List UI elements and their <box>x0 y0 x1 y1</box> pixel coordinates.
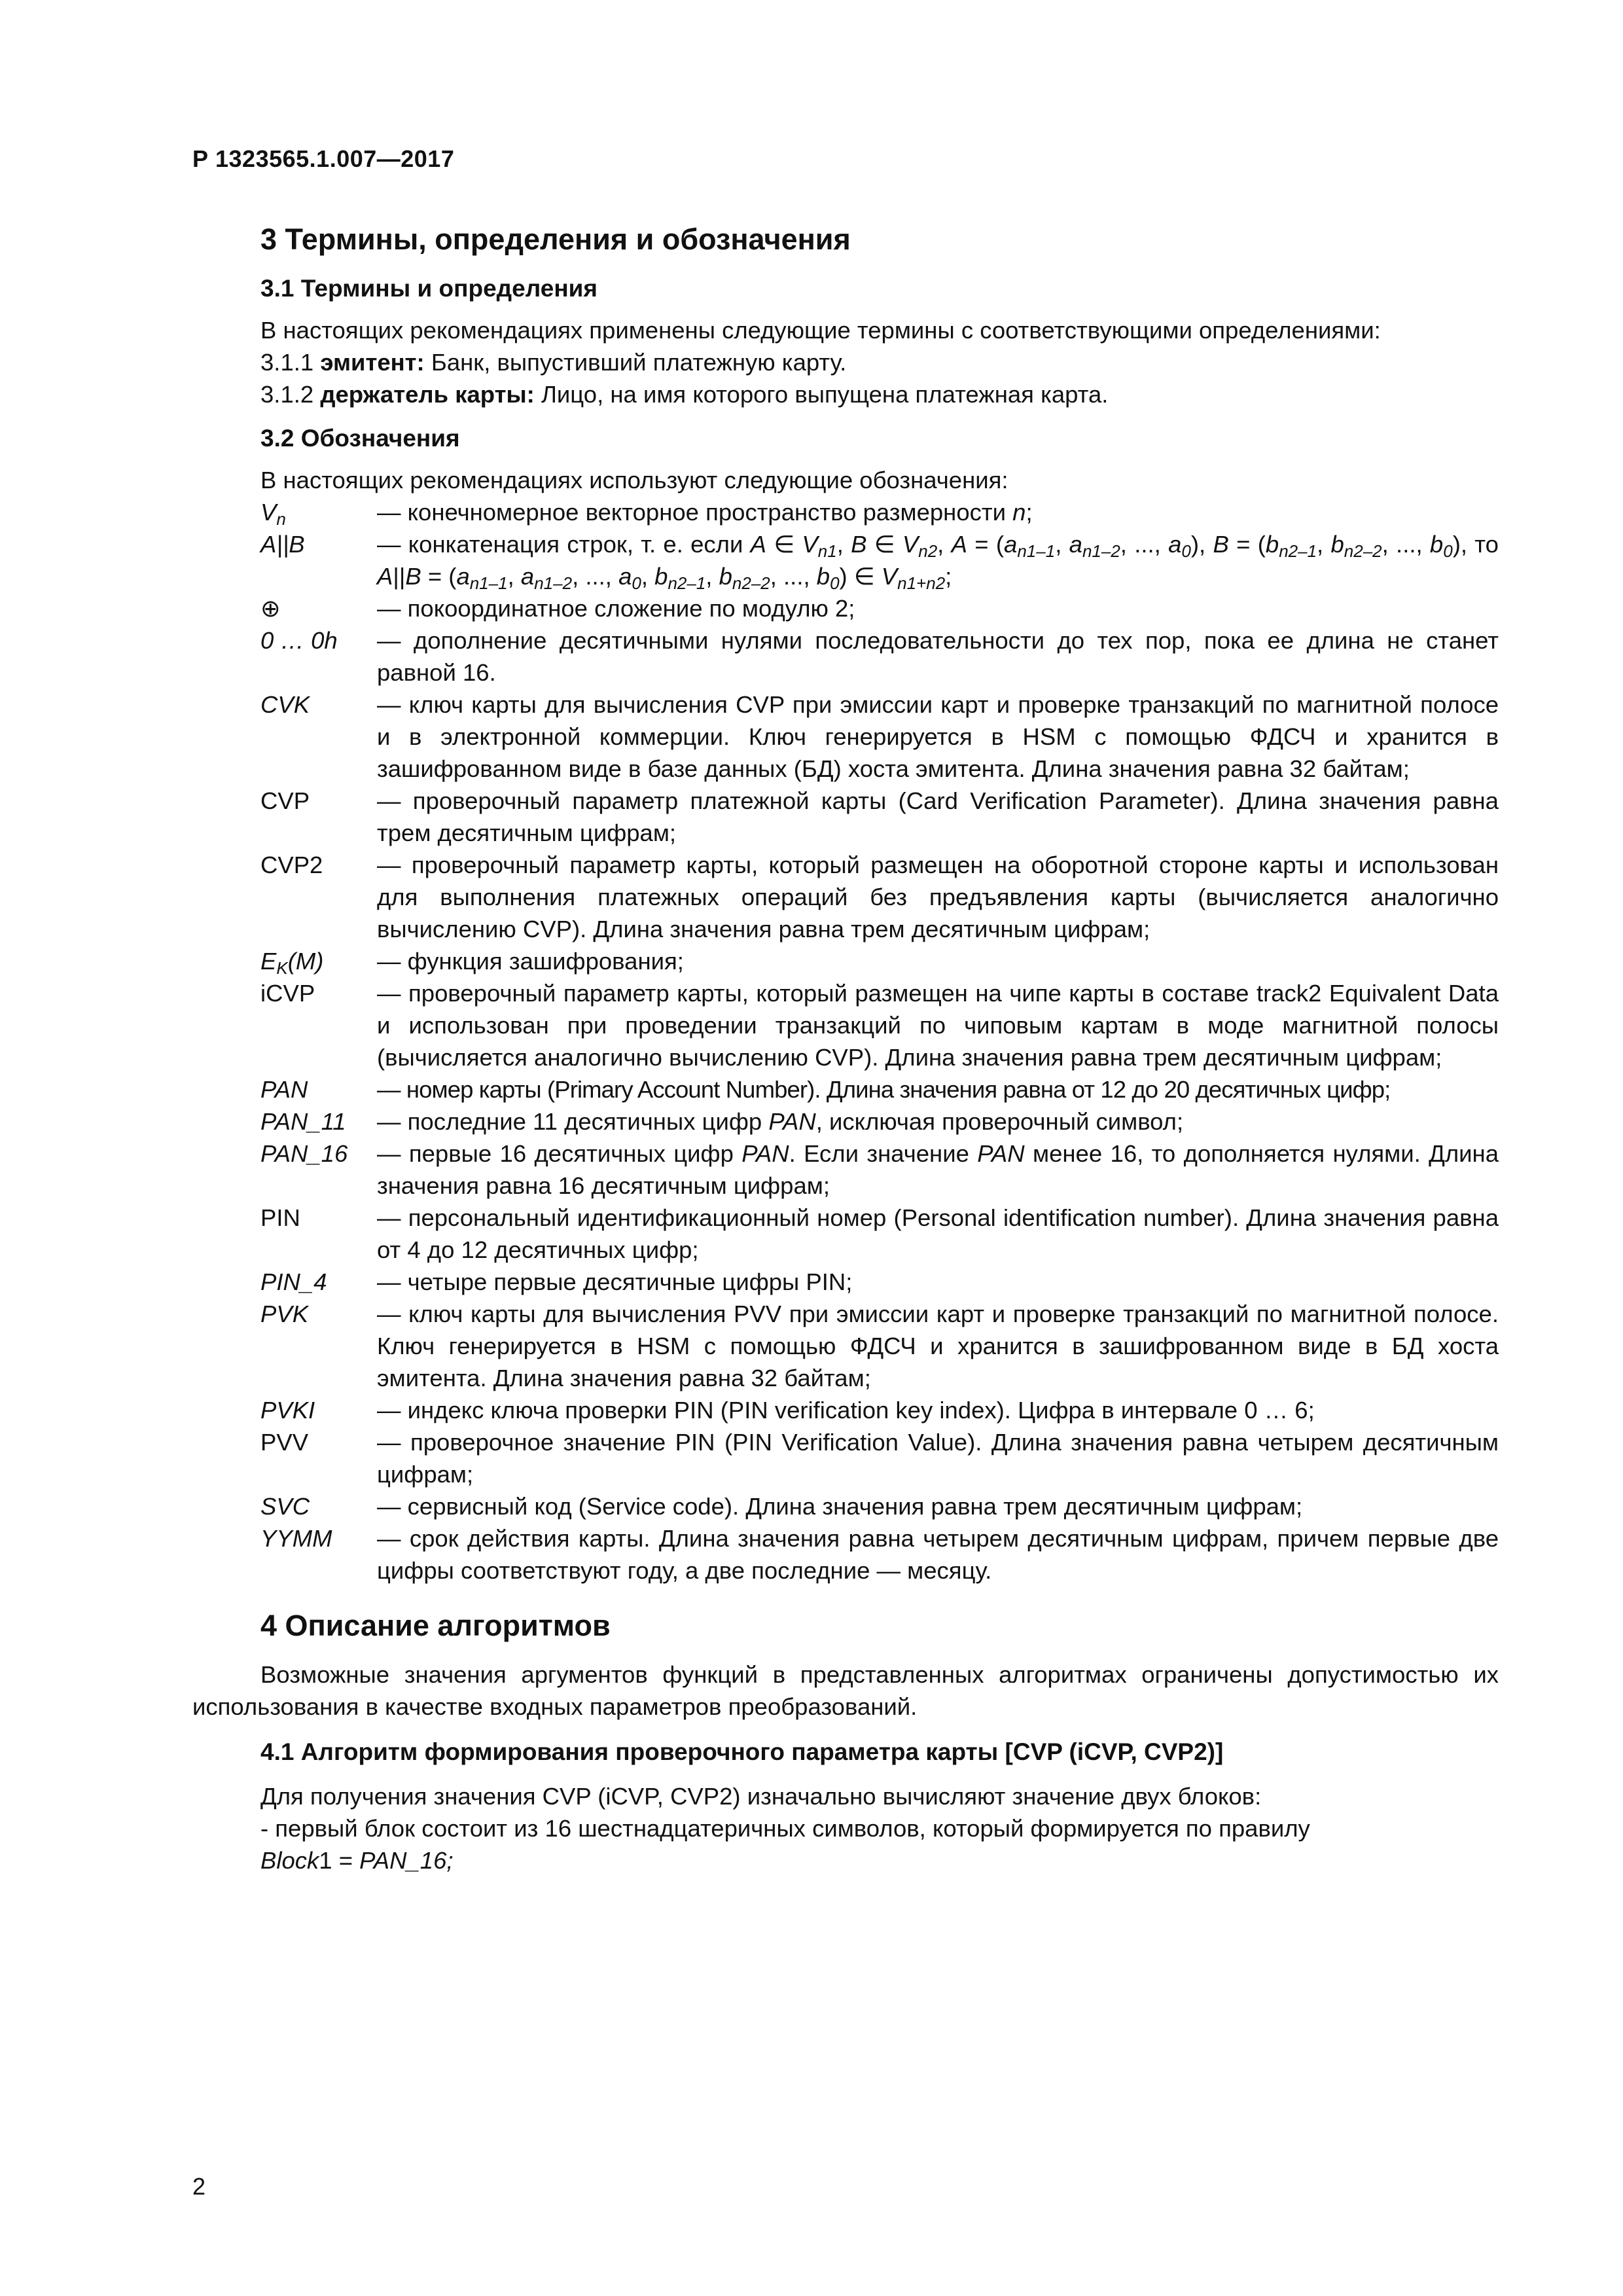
symbol: A||B <box>260 531 305 558</box>
formula-token: a <box>520 563 535 590</box>
formula-token: n2–1 <box>1279 541 1317 561</box>
formula-token: n1–1 <box>1017 541 1056 561</box>
formula-token: n1–2 <box>1082 541 1120 561</box>
term-number: 3.1.1 <box>260 349 314 376</box>
formula-token: , ..., <box>1382 531 1430 558</box>
spacer <box>260 1587 1499 1606</box>
symbol-row-pvv <box>260 1426 1499 1490</box>
formula-token: ∈ <box>866 531 902 558</box>
symbol: $V_n$ <box>260 499 286 529</box>
symbol: 0 … 0h <box>260 627 338 654</box>
formula-token: , <box>1055 531 1069 558</box>
symbol-definition: — номер карты (Primary Account Number). Длина значения равна от 12 до 20 десятичных цифр; <box>377 1076 1391 1103</box>
section-3-heading: 3 Термины, определения и обозначения <box>260 223 851 256</box>
formula-token: b <box>1265 531 1279 558</box>
symbol-row-pan-11 <box>260 1105 1499 1138</box>
formula-token: b <box>719 563 732 590</box>
symbol: iCVP <box>260 980 315 1007</box>
symbol: PAN_16 <box>260 1140 348 1167</box>
formula-token: a <box>456 563 470 590</box>
formula-token: 0 <box>1443 541 1453 561</box>
symbol-row-encrypt <box>260 945 1499 977</box>
symbol-definition: — индекс ключа проверки PIN (PIN verification key index). Цифра в интервале 0 … 6; <box>377 1397 1315 1424</box>
formula-token: , <box>937 531 952 558</box>
symbol: CVP <box>260 787 310 814</box>
page-content <box>192 220 1499 1876</box>
symbol-row-icvp <box>260 977 1499 1073</box>
term-cardholder <box>260 378 1499 410</box>
symbol-row-yymm <box>260 1522 1499 1587</box>
symbol: PIN <box>260 1204 300 1231</box>
symbol-row-cvk <box>260 689 1499 785</box>
formula-token: , <box>507 563 521 590</box>
formula-token: n2–2 <box>1344 541 1382 561</box>
section-4-1-line-1: Для получения значения CVP (iCVP, CVP2) изначально вычисляют значение двух блоков: <box>260 1783 1262 1810</box>
formula-token: b <box>1330 531 1344 558</box>
formula-token: A <box>377 563 393 590</box>
symbol: SVC <box>260 1493 310 1520</box>
formula-token: ∈ <box>766 531 802 558</box>
formula-token: A <box>951 531 967 558</box>
symbol-definition: — ключ карты для вычисления PVV при эмиссии карт и проверке транзакций по магнитной полосе. Ключ генерируется в HSM с помощью ФДСЧ и хранится в зашифрованном виде в БД хоста эмитента. Длина значения равна 32 байтам; <box>377 1300 1499 1391</box>
formula-token: n2–2 <box>732 573 770 593</box>
formula-token: ), то <box>1452 531 1499 558</box>
symbol-row-zero-pad <box>260 624 1499 689</box>
section-4-1-line-2: - первый блок состоит из 16 шестнадцатеричных символов, который формируется по правилу <box>260 1815 1310 1842</box>
symbol-row-pin-4 <box>260 1266 1499 1298</box>
block1-formula: Block1 = PAN_16; <box>260 1847 454 1874</box>
formula-token: ), <box>1190 531 1213 558</box>
section-4-1-heading: 4.1 Алгоритм формирования проверочного параметра карты [CVP (iCVP, CVP2)] <box>260 1738 1224 1765</box>
formula-token: b <box>816 563 830 590</box>
symbol-definition: — конечномерное векторное пространство размерности n; <box>377 499 1033 526</box>
section-3-1-heading: 3.1 Термины и определения <box>260 275 598 302</box>
formula-token: V <box>902 531 919 558</box>
formula-token: 0 <box>1181 541 1191 561</box>
formula-token: a <box>618 563 632 590</box>
section-4-heading: 4 Описание алгоритмов <box>260 1609 611 1642</box>
symbol-definition <box>377 528 1499 592</box>
symbol-definition: — персональный идентификационный номер (Personal identification number). Длина значения равна от 4 до 12 десятичных цифр; <box>377 1204 1499 1263</box>
formula-token: , <box>705 563 719 590</box>
symbol-definition: — четыре первые десятичные цифры PIN; <box>377 1268 853 1295</box>
symbols-list <box>260 496 1499 1587</box>
symbol-definition: — срок действия карты. Длина значения равна четырем десятичным цифрам, причем первые две цифры соответствуют году, а две последние — месяцу. <box>377 1525 1499 1584</box>
symbol: YYMM <box>260 1525 332 1552</box>
symbols-intro: В настоящих рекомендациях используют следующие обозначения: <box>260 467 1008 493</box>
symbol-row-xor <box>260 592 1499 624</box>
formula-token: A <box>750 531 767 558</box>
formula-token: , <box>1317 531 1331 558</box>
formula-token: B <box>851 531 867 558</box>
symbol-definition: — первые 16 десятичных цифр PAN. Если значение PAN менее 16, то дополняется нулями. Длина значения равна 16 десятичным цифрам; <box>377 1140 1499 1199</box>
document-code: Р 1323565.1.007—2017 <box>192 145 455 172</box>
formula-token: n1–2 <box>534 573 573 593</box>
formula-token: || <box>393 563 406 590</box>
symbol: PVK <box>260 1300 309 1327</box>
symbol: PAN <box>260 1076 308 1103</box>
formula-token: , ..., <box>1120 531 1169 558</box>
formula-token: , ..., <box>770 563 817 590</box>
formula-token: = ( <box>967 531 1005 558</box>
symbol-definition: — покоординатное сложение по модулю 2; <box>377 595 855 622</box>
symbol: PVV <box>260 1429 309 1456</box>
symbol: PAN_11 <box>260 1108 346 1135</box>
term-issuer <box>260 346 1499 378</box>
formula-token: a <box>1069 531 1082 558</box>
term-number: 3.1.2 <box>260 381 314 408</box>
terms-intro: В настоящих рекомендациях применены следующие термины с соответствующими определениями: <box>260 317 1381 344</box>
symbol-definition: — функция зашифрования; <box>377 948 684 975</box>
formula-token: a <box>1168 531 1182 558</box>
term-name: держатель карты: <box>320 381 535 408</box>
formula-token: = ( <box>421 563 457 590</box>
formula-token: = ( <box>1228 531 1266 558</box>
page-number: 2 <box>192 2173 206 2200</box>
symbol-definition: — последние 11 десятичных цифр PAN, исключая проверочный символ; <box>377 1108 1184 1135</box>
formula-token: ) ∈ <box>839 563 882 590</box>
formula-token: b <box>654 563 668 590</box>
symbol-row-svc <box>260 1490 1499 1522</box>
formula-token: — конкатенация строк, т. е. если <box>377 531 751 558</box>
formula-token: b <box>1429 531 1444 558</box>
symbol-definition: — проверочное значение PIN (PIN Verification Value). Длина значения равна четырем десятичным цифрам; <box>377 1429 1499 1488</box>
symbol-row-cvp2 <box>260 849 1499 945</box>
symbol-row-pan <box>260 1073 1499 1105</box>
symbol: ⊕ <box>260 595 281 622</box>
symbol-row-pan-16 <box>260 1138 1499 1202</box>
symbol-definition: — сервисный код (Service code). Длина значения равна трем десятичным цифрам; <box>377 1493 1303 1520</box>
symbol: $E_K(M)$ <box>260 948 324 978</box>
symbol-definition: — дополнение десятичными нулями последовательности до тех пор, пока ее длина не станет равной 16. <box>377 627 1499 686</box>
symbol-row-pvk <box>260 1298 1499 1394</box>
section-4-intro: Возможные значения аргументов функций в представленных алгоритмах ограничены допустимостью их использования в качестве входных параметров преобразований. <box>192 1661 1499 1720</box>
formula-token: ; <box>945 563 952 590</box>
formula-token: n1 <box>817 541 837 561</box>
formula-token: B <box>1213 531 1229 558</box>
formula-token: n2–1 <box>668 573 706 593</box>
formula-token: n2 <box>918 541 938 561</box>
symbol-row-vn <box>260 496 1499 528</box>
formula-token: 0 <box>830 573 840 593</box>
formula-token: n1–1 <box>469 573 508 593</box>
formula-token: V <box>881 563 898 590</box>
symbol: PIN_4 <box>260 1268 327 1295</box>
symbol: PVKI <box>260 1397 315 1424</box>
formula-token: , <box>836 531 851 558</box>
formula-token: V <box>802 531 818 558</box>
formula-token: B <box>405 563 421 590</box>
symbol-definition: — проверочный параметр карты, который размещен на оборотной стороне карты и использован для выполнения платежных операций без предъявления карты (вычисляется аналогично вычислению CVP). Длина значения равна трем десятичным цифрам; <box>377 852 1499 942</box>
term-definition: Банк, выпустивший платежную карту. <box>431 349 847 376</box>
symbol-definition: — проверочный параметр платежной карты (Card Verification Parameter). Длина значения равна трем десятичным цифрам; <box>377 787 1499 846</box>
symbol-row-cvp <box>260 785 1499 849</box>
symbol: CVP2 <box>260 852 323 878</box>
formula-token: 0 <box>632 573 641 593</box>
term-name: эмитент: <box>320 349 425 376</box>
term-definition: Лицо, на имя которого выпущена платежная карта. <box>541 381 1109 408</box>
symbol-definition: — ключ карты для вычисления CVP при эмиссии карт и проверке транзакций по магнитной полосе и в электронной коммерции. Ключ генерируется в HSM с помощью ФДСЧ и хранится в зашифрованном виде в базе данных (БД) хоста эмитента. Длина значения равна 32 байтам; <box>377 691 1499 782</box>
formula-token: , <box>641 563 655 590</box>
section-3-2-heading: 3.2 Обозначения <box>260 425 460 452</box>
formula-token: n1+n2 <box>897 573 946 593</box>
symbol: CVK <box>260 691 310 718</box>
symbol-row-pvki <box>260 1394 1499 1426</box>
symbol-row-concat <box>260 528 1499 592</box>
symbol-definition: — проверочный параметр карты, который размещен на чипе карты в составе track2 Equivalent Data и использован при проведении транзакций по чиповым картам в моде магнитной полосы (вычисляется аналогично вычислению CVP). Длина значения равна трем десятичным цифрам; <box>377 980 1499 1071</box>
symbol-row-pin <box>260 1202 1499 1266</box>
formula-token: , ..., <box>572 563 619 590</box>
formula-token: a <box>1004 531 1018 558</box>
